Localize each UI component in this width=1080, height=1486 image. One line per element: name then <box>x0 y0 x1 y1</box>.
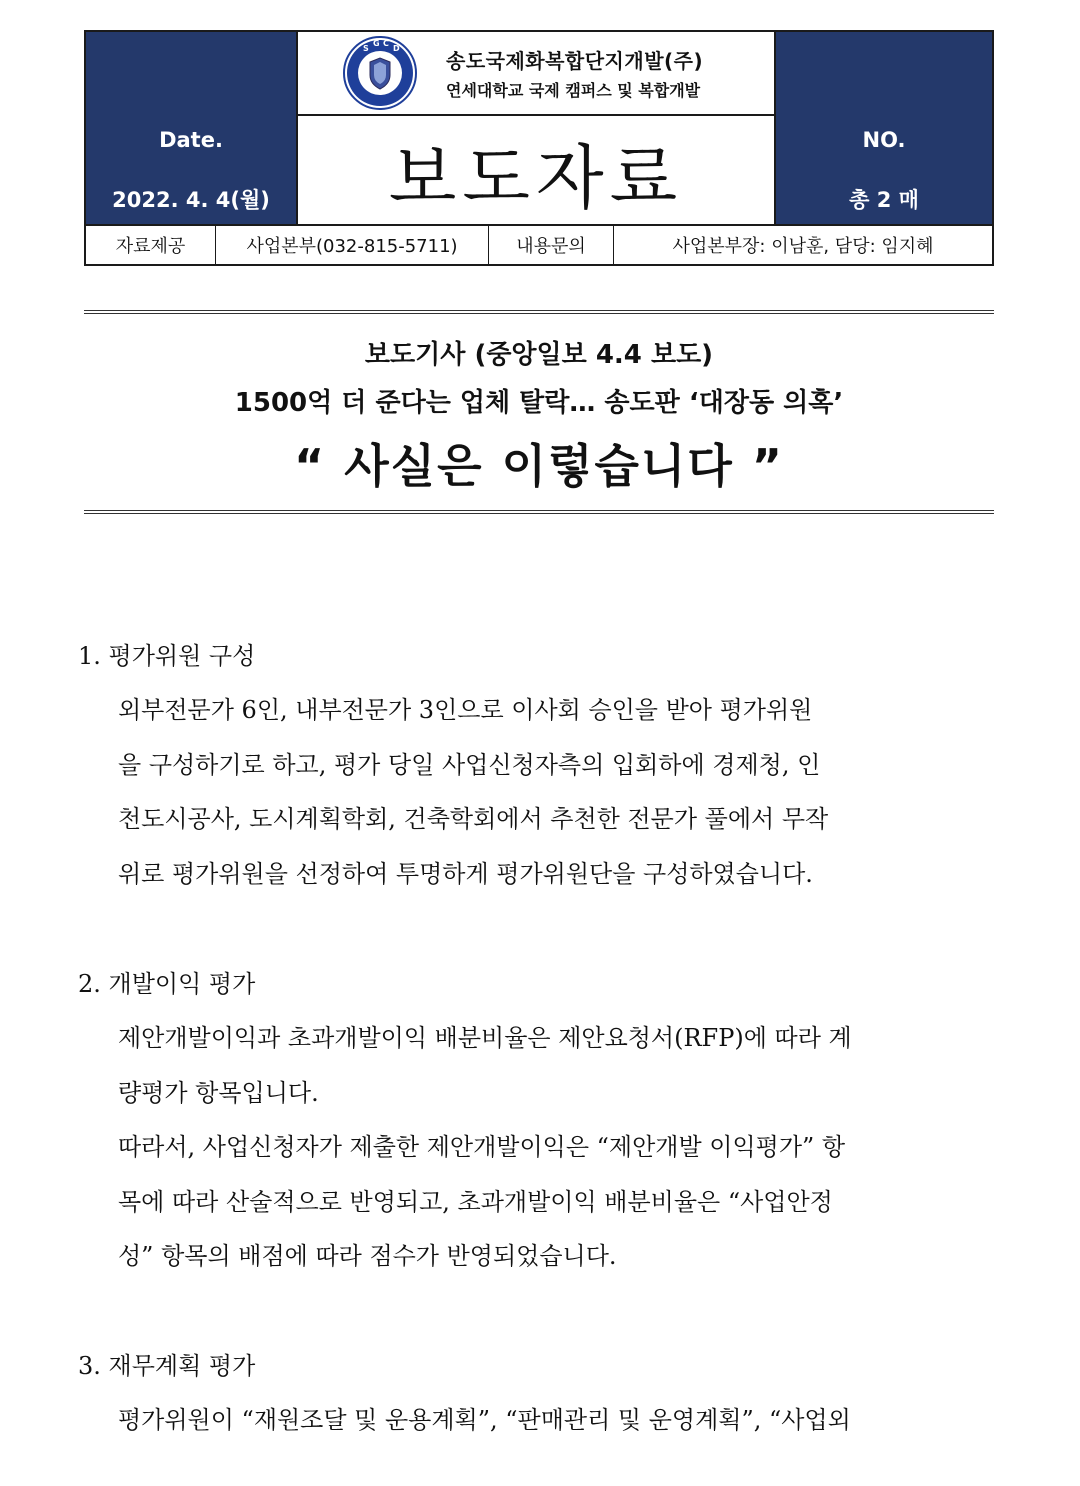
provider-value: 사업본부(032-815-5711) <box>216 226 489 264</box>
section-3-title: 3. 재무계획 평가 <box>78 1352 256 1380</box>
logo-letter-d: D <box>393 44 400 53</box>
headline-source: 보도기사 (중앙일보 4.4 보도) <box>364 340 714 370</box>
date-label: Date. <box>159 128 223 152</box>
logo-letter-g: G <box>373 39 380 48</box>
company-name: 송도국제화복합단지개발(주) <box>446 49 704 73</box>
info-row <box>84 226 994 266</box>
section-1-line: 천도시공사, 도시계획학회, 건축학회에서 추천한 전문가 풀에서 무작 <box>118 805 829 833</box>
section-2-line: 량평가 항목입니다. <box>118 1078 319 1107</box>
provider-label: 자료제공 <box>86 226 216 264</box>
date-value: 2022. 4. 4(월) <box>112 188 270 212</box>
divider-bottom <box>84 510 994 514</box>
section-2-line: 성” 항목의 배점에 따라 점수가 반영되었습니다. <box>118 1242 617 1270</box>
header-center <box>296 32 776 224</box>
section-1-title: 1. 평가위원 구성 <box>78 642 256 670</box>
section-1-body <box>118 690 998 908</box>
company-logo-icon <box>342 35 418 111</box>
headline-main: “ 사실은 이렇습니다 ” <box>294 439 784 493</box>
inquiry-value: 사업본부장: 이남훈, 담당: 임지혜 <box>672 236 934 257</box>
logo-letter-c: C <box>383 39 389 48</box>
company-name-block <box>446 45 703 101</box>
logo-letter-s: S <box>363 44 369 53</box>
inquiry-label: 내용문의 <box>489 226 614 264</box>
section-3-line: 평가위원이 “재원조달 및 운용계획”, “판매관리 및 운영계획”, “사업외 <box>118 1406 851 1434</box>
date-panel <box>86 32 296 224</box>
section-2-line: 제안개발이익과 초과개발이익 배분비율은 제안요청서(RFP)에 따라 계 <box>118 1024 852 1052</box>
number-label: NO. <box>862 128 906 152</box>
section-2-line: 따라서, 사업신청자가 제출한 제안개발이익은 “제안개발 이익평가” 항 <box>118 1133 846 1161</box>
section-1-line: 외부전문가 6인, 내부전문가 3인으로 이사회 승인을 받아 평가위원 <box>118 696 813 724</box>
section-2-body <box>118 1018 998 1291</box>
number-panel <box>776 32 992 224</box>
section-1-line: 위로 평가위원을 선정하여 투명하게 평가위원단을 구성하였습니다. <box>118 859 813 888</box>
headline-article: 1500억 더 준다는 업체 탈락… 송도판 ‘대장동 의혹’ <box>234 388 844 418</box>
company-subtitle: 연세대학교 국제 캠퍼스 및 복합개발 <box>446 81 701 100</box>
page-count: 총 2 매 <box>849 188 919 212</box>
section-3-body <box>118 1400 998 1455</box>
document-title: 보도자료 <box>388 136 684 219</box>
section-2-title: 2. 개발이익 평가 <box>78 970 256 998</box>
divider-top <box>84 310 994 314</box>
company-row <box>298 32 774 116</box>
press-release-header <box>84 30 994 226</box>
section-2-line: 목에 따라 산술적으로 반영되고, 초과개발이익 배분비율은 “사업안정 <box>118 1187 833 1216</box>
section-1-line: 을 구성하기로 하고, 평가 당일 사업신청자측의 입회하에 경제청, 인 <box>118 750 821 779</box>
